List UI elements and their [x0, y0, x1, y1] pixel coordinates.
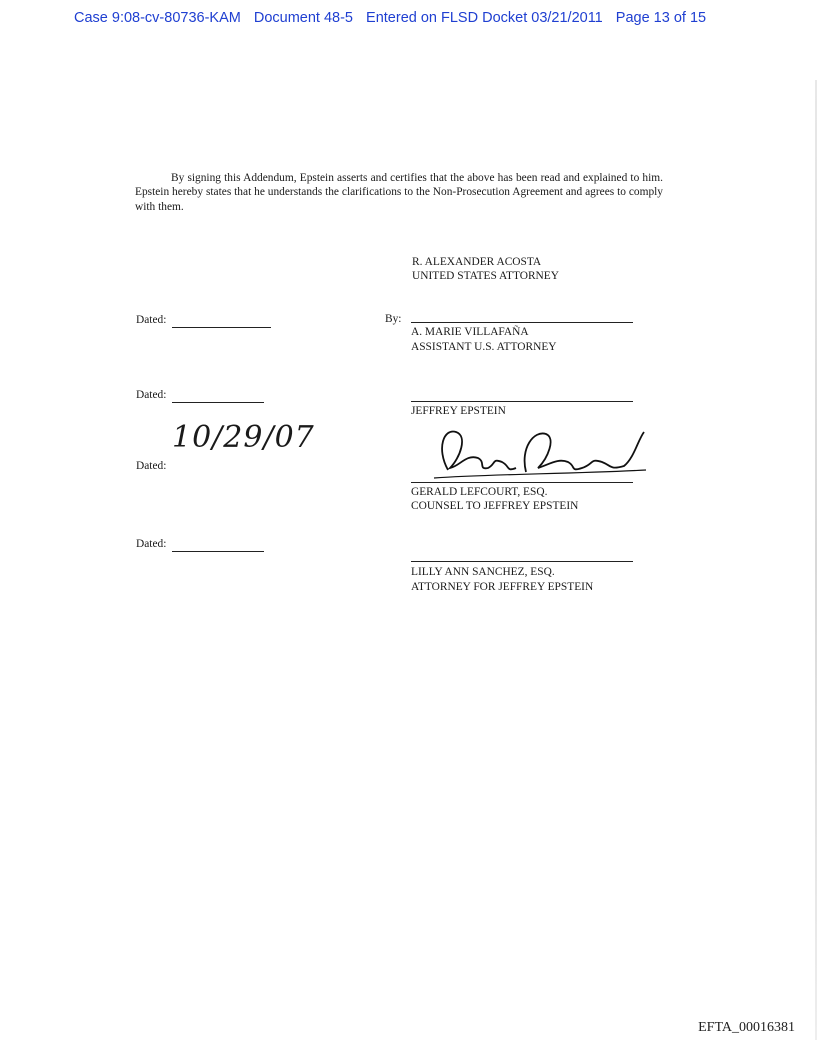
dated-label-3: Dated: — [136, 460, 167, 472]
sanchez-name: LILLY ANN SANCHEZ, ESQ. — [411, 566, 555, 578]
lefcourt-name: GERALD LEFCOURT, ESQ. — [411, 486, 548, 498]
villafana-title: ASSISTANT U.S. ATTORNEY — [411, 341, 557, 353]
lefcourt-signature-image — [430, 418, 650, 486]
footer-id: EFTA_00016381 — [698, 1020, 795, 1035]
signature-line-lefcourt — [411, 482, 633, 483]
lefcourt-title: COUNSEL TO JEFFREY EPSTEIN — [411, 500, 579, 512]
acosta-name: R. ALEXANDER ACOSTA — [412, 256, 542, 268]
villafana-name: A. MARIE VILLAFAÑA — [411, 326, 529, 338]
dated-label-2: Dated: — [136, 389, 167, 401]
dated-label-1: Dated: — [136, 314, 167, 326]
document-number: Document 48-5 — [253, 10, 353, 26]
docket-entry: Entered on FLSD Docket 03/21/2011 — [366, 10, 603, 26]
sanchez-title: ATTORNEY FOR JEFFREY EPSTEIN — [411, 581, 594, 593]
acosta-title: UNITED STATES ATTORNEY — [412, 270, 559, 282]
by-label: By: — [385, 313, 402, 325]
signature-line-epstein — [411, 401, 633, 402]
dated-label-4: Dated: — [136, 538, 167, 550]
docket-header — [74, 10, 774, 26]
dated-blank-2 — [172, 402, 264, 403]
addendum-paragraph: By signing this Addendum, Epstein asserts and certifies that the above has been read and explained to him. Epstein hereby states that he understands the clarifications to the Non-Prosecution Agreement and agrees to comply with them. — [135, 172, 663, 213]
epstein-name: JEFFREY EPSTEIN — [411, 405, 506, 417]
dated-blank-1 — [172, 327, 271, 328]
case-number: Case 9:08-cv-80736-KAM — [74, 10, 241, 26]
signature-line-sanchez — [411, 561, 633, 562]
handwritten-date: 10/29/07 — [172, 420, 315, 455]
dated-blank-4 — [172, 551, 264, 552]
signature-line-villafana — [411, 322, 633, 323]
page-number: Page 13 of 15 — [615, 10, 707, 26]
